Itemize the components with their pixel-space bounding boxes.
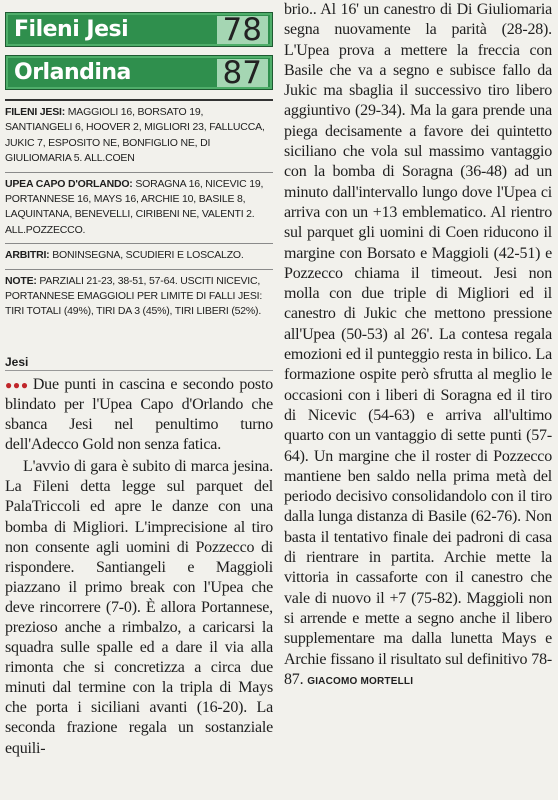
article-body-right-text: brio.. Al 16' un canestro di Di Giuliomaria segna nuovamente la parità (28-28). L'Upea prova a mettere la freccia con Basile che va a segno e subisce fallo da Jukic ma sbaglia il successivo tiro libero aggiuntivo (29-34). Ma la gara prende una piega decisamente a favore dei quintetto siciliano che vola sul massimo vantaggio con la bomba di Soragna (36-48) ad un minuto dall'intervallo lungo dove l'Upea ci arriva con un +13 emblematico. Al rientro sul parquet gli uomini di Coen riducono il margine con Borsato e Maggioli (42-51) e Pozzecco chiama il timeout. Jesi non molla con due triple di Migliori ed il canestro di Jukic che mettono pressione all'Upea (50-53) al 26'. La contesa regala emozioni ed il punteggio resta in bilico. La formazione ospite però sfrutta al meglio le occasioni con i liberi di Soragna ed il tiro di Nicevic (54-63) e arriva all'ultimo quarto con un vantaggio di sette punti (57-64). Un margine che il roster di Pozzecco mantiene ben saldo nella prima metà del periodo decisivo consolidandolo con il tiro dalla lunga distanza di Basile (62-76). Non basta il tentativo finale dei padroni di casa di rientrare in partita. Archie mette la vittoria in cassaforte con il canestro che vale di nuovo il +7 (75-82). Maggioli non si arrende e mette a segno anche il libero supplementare ma dalla lunetta Mays e Archie fissano il risultato sul definitivo 78-87. [284, 1, 552, 688]
home-team-name: Fileni Jesi [14, 17, 129, 42]
article-byline: GIACOMO MORTELLI [307, 675, 414, 687]
right-column [284, 0, 552, 692]
boxscore-jesi [5, 101, 273, 173]
boxscore-jesi-text: MAGGIOLI 16, BORSATO 19, SANTIANGELI 6, HOOVER 2, MIGLIORI 23, FALLUCCA, JUKIC 7, ESPOSITO NE, BONFIGLIO NE, DI GIULIOMARIA 5. ALL.COEN [5, 106, 265, 165]
away-team-score: 87 [217, 59, 268, 87]
boxscore-note-label: NOTE: [5, 274, 37, 287]
boxscore-arbitri-text: BONINSEGNA, SCUDIERI E LOSCALZO. [52, 249, 244, 262]
article-dateline: Jesi [5, 355, 273, 371]
left-column [5, 12, 273, 759]
article-right-column [284, 0, 552, 692]
boxscore-note [5, 270, 273, 325]
score-row-home [5, 12, 273, 47]
boxscore-upea-text: SORAGNA 16, NICEVIC 19, PORTANNESE 16, MAYS 16, ARCHIE 10, BASILE 8, LAQUINTANA, BENEVELLI, CIRIBENI NE, VALENTI 2. ALL.POZZECCO. [5, 177, 264, 236]
article-lead [5, 375, 273, 455]
article-body-left: L'avvio di gara è subito di marca jesina. La Fileni detta legge sul parquet del PalaTriccoli ed apre le danze con una bomba di Migliori. L'imprecisione al tiro non consente agli uomini di Pozzecco di rispondere. Santiangeli e Maggioli piazzano il primo break con l'Upea che deve rincorrere (7-0). È allora Portannese, prezioso anche a rimbalzo, a caricarsi la squadra sulle spalle ed a dare il via alla rimonta che si concretizza a circa due minuti dal termine con la tripla di Mays che porta i siciliani avanti (16-20). La seconda frazione regala un sostanziale equili- [5, 458, 273, 757]
article-body-right [284, 0, 552, 692]
article-left-column [5, 375, 273, 759]
article-lead-text: Due punti in cascina e secondo posto blindato per l'Upea Capo d'Orlando che sbanca Jesi nel penultimo turno dell'Adecco Gold non senza fatica. [5, 375, 274, 454]
boxscore-upea-label: UPEA CAPO D'ORLANDO: [5, 177, 133, 190]
boxscore-note-text: PARZIALI 21-23, 38-51, 57-64. USCITI NICEVIC, PORTANNESE EMAGGIOLI PER LIMITE DI FALLI JESI: TIRI TOTALI (49%), TIRI DA 3 (45%), TIRI LIBERI (52%). [5, 274, 263, 318]
boxscore-arbitri [5, 244, 273, 269]
bullet-dots-icon: ●●● [5, 377, 29, 392]
boxscore-jesi-label: FILENI JESI: [5, 106, 66, 118]
score-row-away [5, 55, 273, 90]
home-team-score: 78 [217, 16, 268, 44]
boxscore-arbitri-label: ARBITRI: [5, 249, 50, 262]
away-team-name: Orlandina [14, 60, 131, 85]
boxscore-upea [5, 173, 273, 245]
